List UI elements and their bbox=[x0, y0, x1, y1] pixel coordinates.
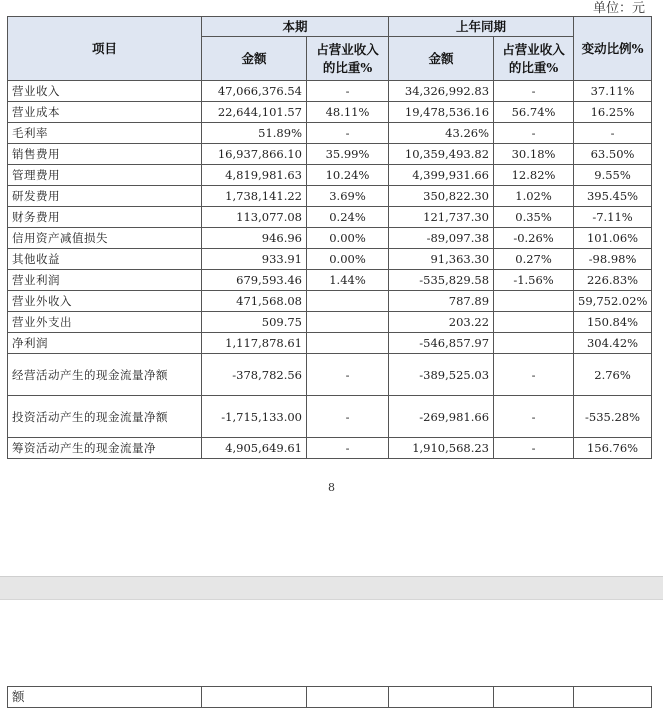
change-ratio: 226.83% bbox=[574, 270, 652, 291]
current-share bbox=[307, 312, 389, 333]
prior-share: 1.02% bbox=[494, 186, 574, 207]
change-ratio: 37.11% bbox=[574, 81, 652, 102]
current-amount: 47,066,376.54 bbox=[202, 81, 307, 102]
prior-amount: 203.22 bbox=[389, 312, 494, 333]
current-share: 10.24% bbox=[307, 165, 389, 186]
current-share bbox=[307, 333, 389, 354]
empty-cell bbox=[574, 687, 652, 708]
header-prior-share: 占营业收入的比重% bbox=[494, 37, 574, 81]
table-row bbox=[8, 396, 652, 438]
prior-amount: 4,399,931.66 bbox=[389, 165, 494, 186]
current-amount: 51.89% bbox=[202, 123, 307, 144]
table-row bbox=[8, 291, 652, 312]
header-current-period: 本期 bbox=[202, 17, 389, 37]
current-amount: 946.96 bbox=[202, 228, 307, 249]
prior-amount: -389,525.03 bbox=[389, 354, 494, 396]
table-row bbox=[8, 687, 652, 708]
prior-amount: 10,359,493.82 bbox=[389, 144, 494, 165]
prior-amount: 19,478,536.16 bbox=[389, 102, 494, 123]
prior-amount: 34,326,992.83 bbox=[389, 81, 494, 102]
change-ratio: 101.06% bbox=[574, 228, 652, 249]
row-name: 毛利率 bbox=[8, 123, 202, 144]
prior-share: - bbox=[494, 354, 574, 396]
prior-amount: -535,829.58 bbox=[389, 270, 494, 291]
current-share: 0.24% bbox=[307, 207, 389, 228]
continuation-table bbox=[7, 686, 652, 708]
row-name: 其他收益 bbox=[8, 249, 202, 270]
current-share: - bbox=[307, 123, 389, 144]
table-row bbox=[8, 438, 652, 459]
prior-share: 30.18% bbox=[494, 144, 574, 165]
change-ratio: -98.98% bbox=[574, 249, 652, 270]
current-amount: 1,117,878.61 bbox=[202, 333, 307, 354]
change-ratio: 150.84% bbox=[574, 312, 652, 333]
table-row bbox=[8, 249, 652, 270]
current-share: 0.00% bbox=[307, 249, 389, 270]
prior-share: -0.26% bbox=[494, 228, 574, 249]
unit-label: 单位：元 bbox=[592, 1, 645, 16]
prior-share bbox=[494, 333, 574, 354]
prior-amount: 787.89 bbox=[389, 291, 494, 312]
current-share bbox=[307, 291, 389, 312]
table-row bbox=[8, 270, 652, 291]
change-ratio: 9.55% bbox=[574, 165, 652, 186]
row-name: 营业外支出 bbox=[8, 312, 202, 333]
header-prior-amount: 金额 bbox=[389, 37, 494, 81]
change-ratio: 2.76% bbox=[574, 354, 652, 396]
change-ratio: -535.28% bbox=[574, 396, 652, 438]
current-share: 1.44% bbox=[307, 270, 389, 291]
prior-share: 0.35% bbox=[494, 207, 574, 228]
current-amount: 4,905,649.61 bbox=[202, 438, 307, 459]
empty-cell bbox=[494, 687, 574, 708]
prior-share bbox=[494, 312, 574, 333]
table-row bbox=[8, 333, 652, 354]
current-amount: 933.91 bbox=[202, 249, 307, 270]
change-ratio: 156.76% bbox=[574, 438, 652, 459]
change-ratio: 59,752.02% bbox=[574, 291, 652, 312]
continuation-row-name: 额 bbox=[8, 687, 202, 708]
current-share: 0.00% bbox=[307, 228, 389, 249]
current-share: - bbox=[307, 354, 389, 396]
prior-amount: -89,097.38 bbox=[389, 228, 494, 249]
row-name: 筹资活动产生的现金流量净 bbox=[8, 438, 202, 459]
change-ratio: 304.42% bbox=[574, 333, 652, 354]
current-share: - bbox=[307, 396, 389, 438]
change-ratio: 395.45% bbox=[574, 186, 652, 207]
prior-amount: 350,822.30 bbox=[389, 186, 494, 207]
prior-amount: 121,737.30 bbox=[389, 207, 494, 228]
row-name: 研发费用 bbox=[8, 186, 202, 207]
change-ratio: - bbox=[574, 123, 652, 144]
row-name: 营业成本 bbox=[8, 102, 202, 123]
change-ratio: 16.25% bbox=[574, 102, 652, 123]
current-amount: 471,568.08 bbox=[202, 291, 307, 312]
current-share: 35.99% bbox=[307, 144, 389, 165]
empty-cell bbox=[202, 687, 307, 708]
header-item: 项目 bbox=[8, 17, 202, 81]
row-name: 营业收入 bbox=[8, 81, 202, 102]
current-amount: 4,819,981.63 bbox=[202, 165, 307, 186]
current-share: 3.69% bbox=[307, 186, 389, 207]
header-current-amount: 金额 bbox=[202, 37, 307, 81]
prior-share: 0.27% bbox=[494, 249, 574, 270]
page-break-separator bbox=[0, 576, 663, 600]
current-amount: 679,593.46 bbox=[202, 270, 307, 291]
current-amount: 113,077.08 bbox=[202, 207, 307, 228]
prior-share bbox=[494, 291, 574, 312]
prior-share: -1.56% bbox=[494, 270, 574, 291]
prior-amount: 43.26% bbox=[389, 123, 494, 144]
prior-amount: 91,363.30 bbox=[389, 249, 494, 270]
row-name: 净利润 bbox=[8, 333, 202, 354]
current-amount: -378,782.56 bbox=[202, 354, 307, 396]
table-row bbox=[8, 207, 652, 228]
current-amount: 509.75 bbox=[202, 312, 307, 333]
row-name: 信用资产减值损失 bbox=[8, 228, 202, 249]
table-row bbox=[8, 354, 652, 396]
empty-cell bbox=[389, 687, 494, 708]
table-row bbox=[8, 165, 652, 186]
page-number: 8 bbox=[328, 481, 335, 494]
empty-cell bbox=[307, 687, 389, 708]
row-name: 经营活动产生的现金流量净额 bbox=[8, 354, 202, 396]
table-row bbox=[8, 102, 652, 123]
table-row bbox=[8, 186, 652, 207]
table-row bbox=[8, 123, 652, 144]
prior-share: 12.82% bbox=[494, 165, 574, 186]
prior-share: - bbox=[494, 123, 574, 144]
prior-share: 56.74% bbox=[494, 102, 574, 123]
change-ratio: -7.11% bbox=[574, 207, 652, 228]
row-name: 营业利润 bbox=[8, 270, 202, 291]
current-amount: 1,738,141.22 bbox=[202, 186, 307, 207]
current-share: - bbox=[307, 438, 389, 459]
prior-share: - bbox=[494, 81, 574, 102]
prior-share: - bbox=[494, 438, 574, 459]
row-name: 财务费用 bbox=[8, 207, 202, 228]
table-row bbox=[8, 312, 652, 333]
prior-amount: 1,910,568.23 bbox=[389, 438, 494, 459]
row-name: 管理费用 bbox=[8, 165, 202, 186]
header-prior-period: 上年同期 bbox=[389, 17, 574, 37]
current-amount: 16,937,866.10 bbox=[202, 144, 307, 165]
financial-summary-table bbox=[7, 16, 652, 459]
current-share: 48.11% bbox=[307, 102, 389, 123]
row-name: 营业外收入 bbox=[8, 291, 202, 312]
header-change-ratio: 变动比例% bbox=[574, 17, 652, 81]
prior-amount: -269,981.66 bbox=[389, 396, 494, 438]
header-current-share: 占营业收入的比重% bbox=[307, 37, 389, 81]
row-name: 投资活动产生的现金流量净额 bbox=[8, 396, 202, 438]
current-amount: 22,644,101.57 bbox=[202, 102, 307, 123]
current-share: - bbox=[307, 81, 389, 102]
current-amount: -1,715,133.00 bbox=[202, 396, 307, 438]
table-row bbox=[8, 228, 652, 249]
prior-share: - bbox=[494, 396, 574, 438]
row-name: 销售费用 bbox=[8, 144, 202, 165]
table-row bbox=[8, 144, 652, 165]
change-ratio: 63.50% bbox=[574, 144, 652, 165]
table-row bbox=[8, 81, 652, 102]
prior-amount: -546,857.97 bbox=[389, 333, 494, 354]
